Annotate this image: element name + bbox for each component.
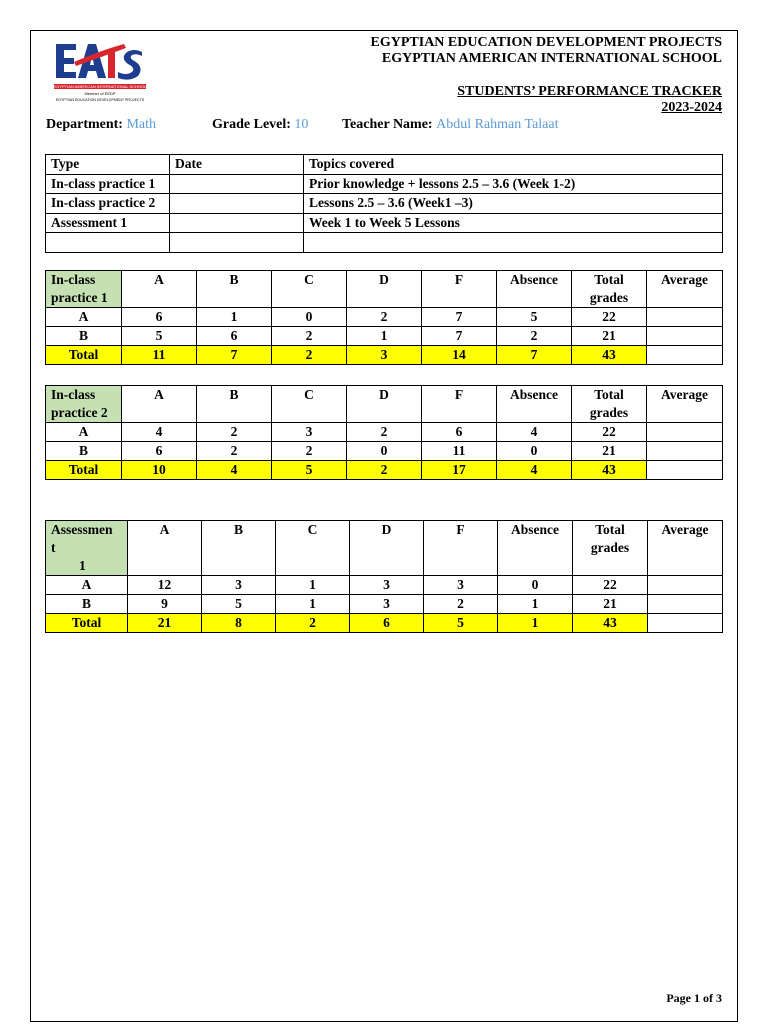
cell: 4 — [497, 461, 572, 480]
cell: 21 — [128, 614, 202, 633]
col-absence: Absence — [497, 271, 572, 308]
cell: 4 — [497, 423, 572, 442]
cell: 11 — [122, 346, 197, 365]
cell: 2 — [272, 346, 347, 365]
cell: 17 — [422, 461, 497, 480]
cell: 10 — [122, 461, 197, 480]
row-label: A — [46, 308, 122, 327]
cell: 7 — [497, 346, 572, 365]
cell: 21 — [573, 595, 648, 614]
row-label: A — [46, 423, 122, 442]
cell: 4 — [122, 423, 197, 442]
assignment-row — [46, 194, 723, 214]
cell: 1 — [276, 576, 350, 595]
cell: 5 — [202, 595, 276, 614]
grade-level-field — [212, 117, 342, 133]
organization-header — [371, 35, 722, 67]
cell: 3 — [347, 346, 422, 365]
cell: 43 — [572, 461, 647, 480]
row-label: A — [46, 576, 128, 595]
assignment-topics: Week 1 to Week 5 Lessons — [304, 213, 723, 233]
col-b: B — [202, 521, 276, 576]
cell: 9 — [128, 595, 202, 614]
cell: 2 — [424, 595, 498, 614]
cell: 3 — [202, 576, 276, 595]
row-label: B — [46, 595, 128, 614]
table-label: In-class practice 2 — [46, 386, 122, 423]
col-d: D — [347, 386, 422, 423]
academic-year: 2023-2024 — [661, 100, 722, 115]
svg-text:EGYPTIAN AMERICAN INTERNATIONA: EGYPTIAN AMERICAN INTERNATIONAL SCHOOL — [53, 84, 147, 89]
cell — [647, 327, 723, 346]
cell: 7 — [197, 346, 272, 365]
grade-table-assessment-1 — [45, 520, 723, 633]
grade-table-practice-2 — [45, 385, 723, 480]
meta-row — [46, 117, 559, 133]
assignment-topics — [304, 233, 723, 253]
cell: 0 — [347, 442, 422, 461]
cell — [647, 461, 723, 480]
org-line-1: EGYPTIAN EDUCATION DEVELOPMENT PROJECTS — [370, 35, 722, 50]
assignment-date — [170, 194, 304, 214]
cell: 3 — [350, 595, 424, 614]
col-f: F — [422, 386, 497, 423]
assignment-row — [46, 174, 723, 194]
cell: 22 — [572, 423, 647, 442]
col-b: B — [197, 386, 272, 423]
cell: 43 — [573, 614, 648, 633]
cell: 21 — [572, 327, 647, 346]
col-c: C — [272, 271, 347, 308]
cell: 1 — [276, 595, 350, 614]
col-f: F — [424, 521, 498, 576]
cell: 22 — [572, 308, 647, 327]
grade-header-row — [46, 386, 723, 423]
col-total-grades: Total grades — [573, 521, 648, 576]
cell: 0 — [497, 442, 572, 461]
grade-row-a — [46, 576, 723, 595]
cell: 6 — [422, 423, 497, 442]
grade-header-row — [46, 271, 723, 308]
cell: 8 — [202, 614, 276, 633]
grade-header-row — [46, 521, 723, 576]
department-label: Department: — [46, 117, 123, 132]
row-label: Total — [46, 614, 128, 633]
assignments-header-row — [46, 155, 723, 175]
header-type: Type — [46, 155, 170, 175]
teacher-value: Abdul Rahman Talaat — [436, 117, 559, 132]
assignment-type — [46, 233, 170, 253]
school-logo — [52, 40, 152, 106]
cell: 7 — [422, 327, 497, 346]
cell — [648, 595, 723, 614]
teacher-field — [342, 117, 559, 133]
table-label: In-class practice 1 — [46, 271, 122, 308]
grade-level-value: 10 — [294, 117, 309, 132]
svg-text:Member of EEDP: Member of EEDP — [84, 91, 116, 96]
header-date: Date — [170, 155, 304, 175]
grade-table-practice-1 — [45, 270, 723, 365]
col-a: A — [122, 386, 197, 423]
tracker-header — [457, 84, 722, 116]
cell: 4 — [197, 461, 272, 480]
col-average: Average — [647, 271, 723, 308]
cell: 2 — [497, 327, 572, 346]
row-label: B — [46, 327, 122, 346]
col-b: B — [197, 271, 272, 308]
col-a: A — [128, 521, 202, 576]
cell: 2 — [272, 442, 347, 461]
cell: 5 — [272, 461, 347, 480]
assignment-topics: Prior knowledge + lessons 2.5 – 3.6 (Week 1-2) — [304, 174, 723, 194]
cell: 12 — [128, 576, 202, 595]
department-value: Math — [126, 117, 157, 132]
cell: 5 — [122, 327, 197, 346]
cell: 6 — [350, 614, 424, 633]
cell — [647, 346, 723, 365]
cell — [647, 308, 723, 327]
grade-row-total — [46, 346, 723, 365]
assignment-row — [46, 213, 723, 233]
cell: 2 — [272, 327, 347, 346]
cell: 2 — [276, 614, 350, 633]
cell: 6 — [122, 308, 197, 327]
org-line-2: EGYPTIAN AMERICAN INTERNATIONAL SCHOOL — [381, 51, 722, 66]
cell: 0 — [498, 576, 573, 595]
cell: 1 — [498, 614, 573, 633]
cell — [647, 423, 723, 442]
row-label: Total — [46, 346, 122, 365]
table-label: Assessmen t 1 — [46, 521, 128, 576]
cell: 22 — [573, 576, 648, 595]
cell: 43 — [572, 346, 647, 365]
cell: 3 — [424, 576, 498, 595]
assignment-type: Assessment 1 — [46, 213, 170, 233]
assignment-type: In-class practice 1 — [46, 174, 170, 194]
assignment-date — [170, 233, 304, 253]
cell: 2 — [347, 308, 422, 327]
cell: 3 — [272, 423, 347, 442]
assignment-type: In-class practice 2 — [46, 194, 170, 214]
col-c: C — [272, 386, 347, 423]
cell: 6 — [122, 442, 197, 461]
cell: 1 — [347, 327, 422, 346]
cell: 1 — [498, 595, 573, 614]
col-a: A — [122, 271, 197, 308]
cell: 1 — [197, 308, 272, 327]
col-absence: Absence — [497, 386, 572, 423]
cell: 11 — [422, 442, 497, 461]
cell: 5 — [497, 308, 572, 327]
cell: 2 — [347, 423, 422, 442]
col-absence: Absence — [498, 521, 573, 576]
cell: 0 — [272, 308, 347, 327]
row-label: B — [46, 442, 122, 461]
grade-row-b — [46, 442, 723, 461]
col-d: D — [347, 271, 422, 308]
tracker-title: STUDENTS’ PERFORMANCE TRACKER — [457, 84, 722, 99]
assignment-date — [170, 213, 304, 233]
grade-row-total — [46, 461, 723, 480]
col-average: Average — [647, 386, 723, 423]
teacher-label: Teacher Name: — [342, 117, 433, 132]
cell: 6 — [197, 327, 272, 346]
col-average: Average — [648, 521, 723, 576]
grade-row-b — [46, 327, 723, 346]
grade-row-total — [46, 614, 723, 633]
grade-row-a — [46, 308, 723, 327]
assignments-table — [45, 154, 723, 253]
svg-text:EGYPTIAN EDUCATION DEVELOPMENT: EGYPTIAN EDUCATION DEVELOPMENT PROJECTS — [55, 98, 145, 102]
header-topics: Topics covered — [304, 155, 723, 175]
cell — [648, 576, 723, 595]
grade-level-label: Grade Level: — [212, 117, 291, 132]
cell: 7 — [422, 308, 497, 327]
cell: 5 — [424, 614, 498, 633]
cell: 2 — [197, 442, 272, 461]
grade-row-a — [46, 423, 723, 442]
assignment-topics: Lessons 2.5 – 3.6 (Week1 –3) — [304, 194, 723, 214]
cell: 14 — [422, 346, 497, 365]
grade-row-b — [46, 595, 723, 614]
department-field — [46, 117, 212, 133]
col-d: D — [350, 521, 424, 576]
col-f: F — [422, 271, 497, 308]
col-total-grades: Total grades — [572, 386, 647, 423]
row-label: Total — [46, 461, 122, 480]
col-total-grades: Total grades — [572, 271, 647, 308]
cell: 3 — [350, 576, 424, 595]
cell — [647, 442, 723, 461]
cell — [648, 614, 723, 633]
assignment-date — [170, 174, 304, 194]
col-c: C — [276, 521, 350, 576]
assignment-row — [46, 233, 723, 253]
cell: 2 — [347, 461, 422, 480]
cell: 21 — [572, 442, 647, 461]
cell: 2 — [197, 423, 272, 442]
page-number: Page 1 of 3 — [666, 991, 722, 1005]
